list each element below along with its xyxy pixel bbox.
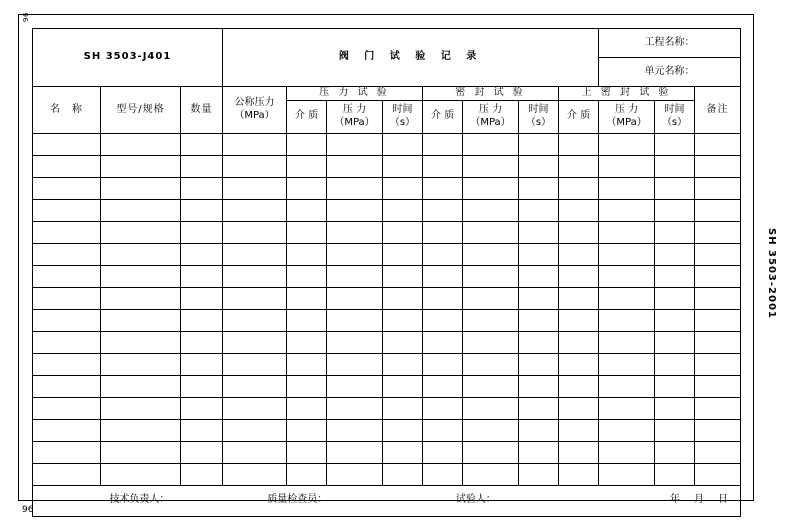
table-cell[interactable]: [599, 441, 655, 463]
table-cell[interactable]: [519, 177, 559, 199]
table-cell[interactable]: [559, 243, 599, 265]
table-row[interactable]: [33, 177, 741, 199]
table-cell[interactable]: [181, 375, 223, 397]
header-upper-seal-test-group: 上 密 封 试 验: [559, 87, 695, 101]
table-cell[interactable]: [695, 287, 741, 309]
table-cell[interactable]: [695, 419, 741, 441]
table-cell[interactable]: [33, 221, 101, 243]
table-cell[interactable]: [327, 419, 383, 441]
table-cell[interactable]: [559, 177, 599, 199]
header-pressure-test-group: 压 力 试 验: [287, 87, 423, 101]
table-cell[interactable]: [423, 155, 463, 177]
table-cell[interactable]: [383, 287, 423, 309]
table-cell[interactable]: [101, 265, 181, 287]
header-seal-test-group: 密 封 试 验: [423, 87, 559, 101]
table-cell[interactable]: [423, 375, 463, 397]
table-cell[interactable]: [519, 155, 559, 177]
table-cell[interactable]: [519, 441, 559, 463]
table-cell[interactable]: [423, 441, 463, 463]
table-cell[interactable]: [383, 177, 423, 199]
table-cell[interactable]: [655, 133, 695, 155]
table-cell[interactable]: [463, 309, 519, 331]
table-cell[interactable]: [181, 309, 223, 331]
table-cell[interactable]: [287, 177, 327, 199]
table-cell[interactable]: [463, 419, 519, 441]
table-cell[interactable]: [223, 397, 287, 419]
table-cell[interactable]: [327, 441, 383, 463]
table-cell[interactable]: [655, 177, 695, 199]
header-pressure-value-unit: （MPa）: [334, 116, 375, 128]
table-cell[interactable]: [599, 265, 655, 287]
table-cell[interactable]: [559, 155, 599, 177]
technical-officer-label: 技术负责人：: [109, 494, 170, 506]
table-row[interactable]: [33, 375, 741, 397]
table-cell[interactable]: [327, 375, 383, 397]
signature-row: [33, 485, 741, 516]
form-code: SH 3503-J401: [33, 29, 223, 87]
header-remark: 备注: [695, 87, 741, 134]
table-cell[interactable]: [519, 419, 559, 441]
table-cell[interactable]: [559, 287, 599, 309]
header-seal-time-unit: （s）: [525, 116, 552, 128]
table-cell[interactable]: [519, 397, 559, 419]
form-title-row: [33, 29, 741, 58]
header-model-spec: 型号/规格: [101, 87, 181, 134]
table-cell[interactable]: [223, 177, 287, 199]
table-cell[interactable]: [519, 375, 559, 397]
table-cell[interactable]: [101, 199, 181, 221]
table-cell[interactable]: [599, 287, 655, 309]
table-cell[interactable]: [519, 133, 559, 155]
header-nominal-pressure: [223, 87, 287, 134]
header-seal-time: [519, 100, 559, 133]
table-cell[interactable]: [423, 265, 463, 287]
table-cell[interactable]: [519, 265, 559, 287]
page-title: 阀 门 试 验 记 录: [223, 29, 599, 87]
table-cell[interactable]: [223, 375, 287, 397]
table-cell[interactable]: [33, 243, 101, 265]
table-cell[interactable]: [463, 287, 519, 309]
table-cell[interactable]: [695, 265, 741, 287]
table-cell[interactable]: [559, 309, 599, 331]
table-cell[interactable]: [33, 177, 101, 199]
table-cell[interactable]: [383, 419, 423, 441]
table-cell[interactable]: [559, 441, 599, 463]
table-cell[interactable]: [287, 463, 327, 485]
table-cell[interactable]: [101, 463, 181, 485]
header-seal-medium: 介 质: [423, 100, 463, 133]
header-pressure-value-text: 压 力: [342, 104, 367, 115]
table-cell[interactable]: [327, 155, 383, 177]
table-cell[interactable]: [327, 243, 383, 265]
header-quantity: 数量: [181, 87, 223, 134]
table-cell[interactable]: [33, 287, 101, 309]
header-seal-pressure-text: 压 力: [478, 104, 503, 115]
table-cell[interactable]: [463, 397, 519, 419]
table-cell[interactable]: [33, 331, 101, 353]
table-cell[interactable]: [559, 463, 599, 485]
table-cell[interactable]: [181, 463, 223, 485]
header-pressure-time-text: 时间: [392, 104, 413, 115]
table-cell[interactable]: [181, 155, 223, 177]
table-cell[interactable]: [181, 177, 223, 199]
table-cell[interactable]: [223, 353, 287, 375]
table-cell[interactable]: [655, 353, 695, 375]
table-cell[interactable]: [287, 243, 327, 265]
table-cell[interactable]: [287, 221, 327, 243]
table-cell[interactable]: [287, 199, 327, 221]
table-cell[interactable]: [181, 265, 223, 287]
table-cell[interactable]: [101, 221, 181, 243]
table-cell[interactable]: [599, 133, 655, 155]
table-cell[interactable]: [655, 309, 695, 331]
table-cell[interactable]: [463, 441, 519, 463]
table-cell[interactable]: [463, 331, 519, 353]
header-pressure-value: [327, 100, 383, 133]
table-cell[interactable]: [223, 419, 287, 441]
table-cell[interactable]: [101, 243, 181, 265]
table-cell[interactable]: [101, 331, 181, 353]
header-name: 名 称: [33, 87, 101, 134]
header-nominal-pressure-text: 公称压力: [234, 97, 275, 109]
table-cell[interactable]: [383, 397, 423, 419]
table-cell[interactable]: [287, 331, 327, 353]
table-cell[interactable]: [101, 419, 181, 441]
table-row[interactable]: [33, 353, 741, 375]
table-cell[interactable]: [463, 221, 519, 243]
table-cell[interactable]: [223, 265, 287, 287]
header-upper-seal-pressure: [599, 100, 655, 133]
table-cell[interactable]: [559, 353, 599, 375]
header-upper-seal-pressure-unit: （MPa）: [606, 116, 647, 128]
table-cell[interactable]: [101, 309, 181, 331]
table-cell[interactable]: [599, 243, 655, 265]
table-row[interactable]: [33, 221, 741, 243]
table-cell[interactable]: [223, 243, 287, 265]
table-cell[interactable]: [519, 221, 559, 243]
valve-test-record-form: [32, 28, 741, 517]
footer-page-number: 96: [22, 505, 34, 515]
table-cell[interactable]: [599, 309, 655, 331]
table-cell[interactable]: [181, 199, 223, 221]
table-cell[interactable]: [383, 463, 423, 485]
table-cell[interactable]: [463, 155, 519, 177]
table-cell[interactable]: [423, 309, 463, 331]
table-cell[interactable]: [181, 331, 223, 353]
table-cell[interactable]: [327, 397, 383, 419]
table-cell[interactable]: [327, 287, 383, 309]
table-cell[interactable]: [327, 265, 383, 287]
table-cell[interactable]: [655, 331, 695, 353]
signature-cell: [33, 485, 741, 516]
table-cell[interactable]: [599, 397, 655, 419]
table-cell[interactable]: [223, 309, 287, 331]
table-cell[interactable]: [223, 463, 287, 485]
table-cell[interactable]: [287, 441, 327, 463]
table-cell[interactable]: [101, 353, 181, 375]
table-cell[interactable]: [181, 243, 223, 265]
table-cell[interactable]: [423, 243, 463, 265]
table-cell[interactable]: [423, 353, 463, 375]
table-cell[interactable]: [287, 309, 327, 331]
table-cell[interactable]: [223, 287, 287, 309]
table-cell[interactable]: [599, 375, 655, 397]
table-row[interactable]: [33, 265, 741, 287]
table-cell[interactable]: [181, 419, 223, 441]
header-seal-pressure-unit: （MPa）: [470, 116, 511, 128]
table-cell[interactable]: [695, 441, 741, 463]
table-cell[interactable]: [599, 331, 655, 353]
header-seal-time-text: 时间: [528, 104, 549, 115]
table-cell[interactable]: [181, 133, 223, 155]
table-cell[interactable]: [181, 221, 223, 243]
table-cell[interactable]: [287, 265, 327, 287]
table-cell[interactable]: [287, 397, 327, 419]
table-cell[interactable]: [695, 309, 741, 331]
table-cell[interactable]: [181, 353, 223, 375]
table-cell[interactable]: [101, 397, 181, 419]
table-cell[interactable]: [519, 243, 559, 265]
table-cell[interactable]: [423, 287, 463, 309]
table-cell[interactable]: [327, 133, 383, 155]
table-cell[interactable]: [599, 463, 655, 485]
table-cell[interactable]: [423, 397, 463, 419]
table-header-row-1: [33, 87, 741, 101]
table-cell[interactable]: [101, 375, 181, 397]
table-cell[interactable]: [695, 353, 741, 375]
table-cell[interactable]: [383, 265, 423, 287]
table-cell[interactable]: [463, 133, 519, 155]
table-cell[interactable]: [695, 331, 741, 353]
table-cell[interactable]: [327, 199, 383, 221]
table-cell[interactable]: [463, 463, 519, 485]
table-cell[interactable]: [599, 199, 655, 221]
project-name-label: 工程名称：: [599, 29, 741, 58]
table-cell[interactable]: [287, 287, 327, 309]
table-row[interactable]: [33, 287, 741, 309]
table-cell[interactable]: [287, 133, 327, 155]
table-cell[interactable]: [33, 419, 101, 441]
table-cell[interactable]: [101, 441, 181, 463]
table-cell[interactable]: [181, 441, 223, 463]
table-cell[interactable]: [223, 155, 287, 177]
table-cell[interactable]: [33, 463, 101, 485]
tester-label: 试验人：: [455, 494, 496, 506]
table-cell[interactable]: [463, 265, 519, 287]
table-cell[interactable]: [181, 397, 223, 419]
table-cell[interactable]: [655, 375, 695, 397]
table-cell[interactable]: [463, 177, 519, 199]
table-cell[interactable]: [223, 331, 287, 353]
table-row[interactable]: [33, 419, 741, 441]
table-cell[interactable]: [655, 397, 695, 419]
date-label: 年 月 日: [670, 494, 731, 506]
header-pressure-time-unit: （s）: [389, 116, 416, 128]
table-cell[interactable]: [463, 375, 519, 397]
table-cell[interactable]: [423, 331, 463, 353]
table-cell[interactable]: [33, 353, 101, 375]
table-row[interactable]: [33, 243, 741, 265]
table-cell[interactable]: [101, 287, 181, 309]
table-cell[interactable]: [327, 463, 383, 485]
table-cell[interactable]: [383, 155, 423, 177]
table-row[interactable]: [33, 309, 741, 331]
table-cell[interactable]: [559, 375, 599, 397]
table-cell[interactable]: [287, 375, 327, 397]
header-nominal-pressure-unit: （MPa）: [234, 109, 275, 121]
table-cell[interactable]: [655, 199, 695, 221]
table-cell[interactable]: [559, 265, 599, 287]
table-cell[interactable]: [695, 221, 741, 243]
table-cell[interactable]: [423, 177, 463, 199]
table-cell[interactable]: [695, 375, 741, 397]
table-cell[interactable]: [383, 353, 423, 375]
table-cell[interactable]: [695, 155, 741, 177]
table-cell[interactable]: [599, 155, 655, 177]
table-cell[interactable]: [519, 463, 559, 485]
table-cell[interactable]: [423, 419, 463, 441]
table-cell[interactable]: [223, 199, 287, 221]
table-cell[interactable]: [559, 397, 599, 419]
table-cell[interactable]: [287, 155, 327, 177]
table-cell[interactable]: [599, 221, 655, 243]
table-cell[interactable]: [101, 133, 181, 155]
table-cell[interactable]: [383, 441, 423, 463]
table-cell[interactable]: [101, 155, 181, 177]
table-cell[interactable]: [599, 419, 655, 441]
table-cell[interactable]: [327, 331, 383, 353]
table-cell[interactable]: [33, 265, 101, 287]
table-cell[interactable]: [695, 177, 741, 199]
header-upper-seal-pressure-text: 压 力: [614, 104, 639, 115]
table-cell[interactable]: [599, 353, 655, 375]
table-cell[interactable]: [383, 309, 423, 331]
table-cell[interactable]: [423, 221, 463, 243]
table-cell[interactable]: [695, 397, 741, 419]
table-cell[interactable]: [327, 177, 383, 199]
table-cell[interactable]: [181, 287, 223, 309]
table-cell[interactable]: [33, 155, 101, 177]
table-cell[interactable]: [327, 221, 383, 243]
table-cell[interactable]: [655, 221, 695, 243]
table-cell[interactable]: [383, 331, 423, 353]
header-pressure-time: [383, 100, 423, 133]
table-cell[interactable]: [463, 243, 519, 265]
table-cell[interactable]: [33, 397, 101, 419]
table-row[interactable]: [33, 441, 741, 463]
table-cell[interactable]: [33, 375, 101, 397]
table-cell[interactable]: [33, 309, 101, 331]
table-cell[interactable]: [383, 243, 423, 265]
table-cell[interactable]: [383, 375, 423, 397]
table-cell[interactable]: [655, 287, 695, 309]
table-cell[interactable]: [287, 353, 327, 375]
table-cell[interactable]: [655, 265, 695, 287]
table-cell[interactable]: [519, 309, 559, 331]
table-cell[interactable]: [423, 199, 463, 221]
table-row[interactable]: [33, 463, 741, 485]
table-cell[interactable]: [695, 463, 741, 485]
table-cell[interactable]: [463, 199, 519, 221]
table-cell[interactable]: [519, 331, 559, 353]
table-cell[interactable]: [519, 353, 559, 375]
table-cell[interactable]: [463, 353, 519, 375]
table-cell[interactable]: [559, 419, 599, 441]
table-cell[interactable]: [223, 133, 287, 155]
table-cell[interactable]: [383, 221, 423, 243]
table-cell[interactable]: [287, 419, 327, 441]
table-cell[interactable]: [33, 133, 101, 155]
unit-name-label: 单元名称：: [599, 58, 741, 87]
table-row[interactable]: [33, 155, 741, 177]
table-cell[interactable]: [695, 199, 741, 221]
table-cell[interactable]: [655, 243, 695, 265]
table-cell[interactable]: [327, 353, 383, 375]
table-cell[interactable]: [559, 331, 599, 353]
table-cell[interactable]: [423, 463, 463, 485]
table-row[interactable]: [33, 397, 741, 419]
table-cell[interactable]: [559, 133, 599, 155]
table-body: [33, 133, 741, 485]
table-cell[interactable]: [695, 133, 741, 155]
table-cell[interactable]: [223, 221, 287, 243]
table-cell[interactable]: [383, 199, 423, 221]
table-row[interactable]: [33, 133, 741, 155]
table-cell[interactable]: [655, 155, 695, 177]
table-cell[interactable]: [33, 199, 101, 221]
table-cell[interactable]: [519, 287, 559, 309]
table-cell[interactable]: [223, 441, 287, 463]
table-cell[interactable]: [327, 309, 383, 331]
table-cell[interactable]: [695, 243, 741, 265]
table-cell[interactable]: [33, 441, 101, 463]
table-cell[interactable]: [655, 419, 695, 441]
table-cell[interactable]: [423, 133, 463, 155]
table-cell[interactable]: [655, 463, 695, 485]
table-cell[interactable]: [559, 221, 599, 243]
header-upper-seal-time-unit: （s）: [661, 116, 688, 128]
header-seal-pressure: [463, 100, 519, 133]
corner-page-number: 96: [22, 12, 30, 22]
header-upper-seal-time: [655, 100, 695, 133]
table-cell[interactable]: [599, 177, 655, 199]
table-cell[interactable]: [383, 133, 423, 155]
standard-code-vertical: SH 3503-2001: [766, 228, 777, 319]
table-cell[interactable]: [519, 199, 559, 221]
table-cell[interactable]: [559, 199, 599, 221]
header-upper-seal-time-text: 时间: [664, 104, 685, 115]
quality-inspector-label: 质量检查员：: [267, 494, 328, 506]
header-upper-seal-medium: 介 质: [559, 100, 599, 133]
header-pressure-medium: 介 质: [287, 100, 327, 133]
table-row[interactable]: [33, 331, 741, 353]
table-row[interactable]: [33, 199, 741, 221]
table-cell[interactable]: [101, 177, 181, 199]
table-cell[interactable]: [655, 441, 695, 463]
